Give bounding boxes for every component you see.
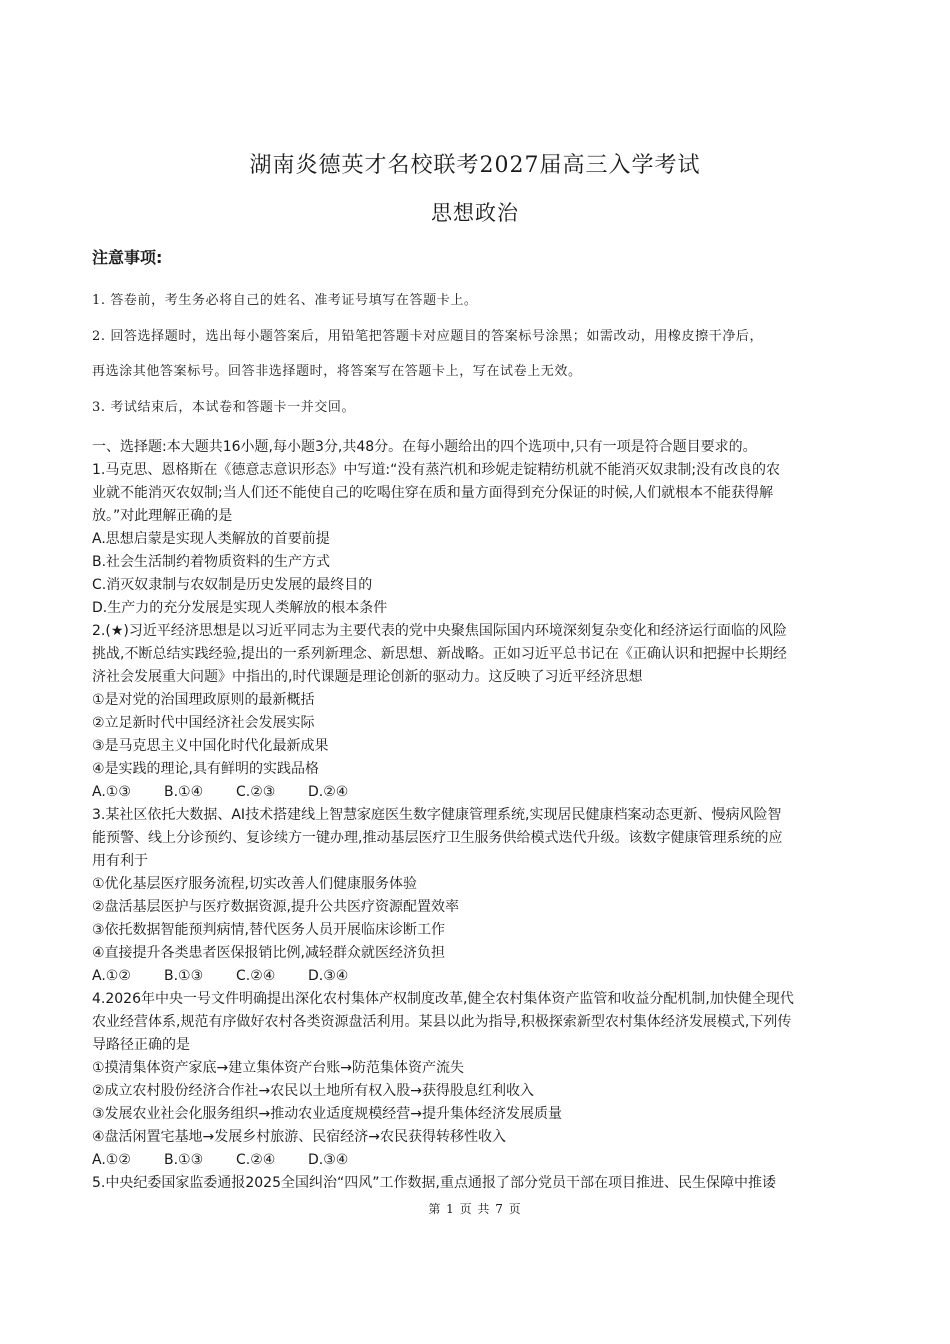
notice-item: 再选涂其他答案标号。回答非选择题时，将答案写在答题卡上，写在试卷上无效。 (92, 364, 582, 379)
statement-item: ②成立农村股份经济合作社→农民以土地所有权入股→获得股息红利收入 (92, 1083, 535, 1099)
notice-item: 3. 考试结束后，本试卷和答题卡一并交回。 (92, 400, 356, 415)
statement-item: ③发展农业社会化服务组织→推动农业适度规模经营→提升集体经济发展质量 (92, 1106, 563, 1122)
choice-a: A.①② (92, 968, 131, 984)
question-text: 导路径正确的是 (92, 1037, 190, 1053)
question-text: 1.马克思、恩格斯在《德意志意识形态》中写道:“没有蒸汽机和珍妮走锭精纺机就不能消灭奴隶制;没有改良的农 (92, 462, 781, 478)
question-text: 能预警、线上分诊预约、复诊续方一键办理,推动基层医疗卫生服务供给模式迭代升级。该数字健康管理系统的应 (92, 830, 783, 846)
choice-c: C.②③ (236, 784, 276, 800)
statement-item: ④盘活闲置宅基地→发展乡村旅游、民宿经济→农民获得转移性收入 (92, 1129, 507, 1145)
statement-item: ④直接提升各类患者医保报销比例,减轻群众就医经济负担 (92, 945, 445, 961)
question-1 (92, 459, 862, 620)
choice-b: B.①④ (164, 784, 204, 800)
section-intro: 一、选择题:本大题共16小题,每小题3分,共48分。在每小题给出的四个选项中,只有一项是符合题目要求的。 (92, 439, 757, 455)
question-3 (92, 804, 862, 988)
statement-item: ④是实践的理论,具有鲜明的实践品格 (92, 761, 320, 777)
option-a: A.思想启蒙是实现人类解放的首要前提 (92, 531, 330, 547)
statement-item: ③依托数据智能预判病情,替代医务人员开展临床诊断工作 (92, 922, 445, 938)
subject-title: 思想政治 (431, 201, 519, 225)
option-b: B.社会生活制约着物质资料的生产方式 (92, 554, 331, 570)
statement-item: ①摸清集体资产家底→建立集体资产台账→防范集体资产流失 (92, 1060, 465, 1076)
option-c: C.消灭奴隶制与农奴制是历史发展的最终目的 (92, 577, 373, 593)
question-text: 2.(★)习近平经济思想是以习近平同志为主要代表的党中央聚焦国际国内环境深刻复杂变化和经济运行面临的风险 (92, 623, 787, 639)
choice-b: B.①③ (164, 1152, 204, 1168)
question-section (92, 436, 862, 1195)
choice-d: D.③④ (308, 1152, 349, 1168)
question-text: 3.某社区依托大数据、AI技术搭建线上智慧家庭医生数字健康管理系统,实现居民健康档案动态更新、慢病风险智 (92, 807, 782, 823)
choice-d: D.③④ (308, 968, 349, 984)
choice-c: C.②④ (236, 1152, 276, 1168)
choice-c: C.②④ (236, 968, 276, 984)
question-5 (92, 1172, 862, 1195)
question-4 (92, 988, 862, 1172)
page-number: 第 1 页 共 7 页 (428, 1202, 522, 1216)
question-2 (92, 620, 862, 804)
choice-d: D.②④ (308, 784, 349, 800)
question-text: 4.2026年中央一号文件明确提出深化农村集体产权制度改革,健全农村集体资产监管和收益分配机制,加快健全现代 (92, 991, 794, 1007)
option-d: D.生产力的充分发展是实现人类解放的根本条件 (92, 600, 388, 616)
statement-item: ②盘活基层医护与医疗数据资源,提升公共医疗资源配置效率 (92, 899, 459, 915)
choice-a: A.①③ (92, 784, 131, 800)
question-text: 业就不能消灭农奴制;当人们还不能使自己的吃喝住穿在质和量方面得到充分保证的时候,人们就根本不能获得解 (92, 485, 774, 501)
answer-choices (92, 781, 862, 804)
notice-item: 2. 回答选择题时，选出每小题答案后，用铅笔把答题卡对应题目的答案标号涂黑；如需改动，用橡皮擦干净后， (92, 329, 764, 344)
question-text: 挑战,不断总结实践经验,提出的一系列新理念、新思想、新战略。正如习近平总书记在《正确认识和把握中长期经 (92, 646, 787, 662)
question-text: 农业经营体系,规范有序做好农村各类资源盘活利用。某县以此为指导,积极探索新型农村集体经济发展模式,下列传 (92, 1014, 792, 1030)
statement-item: ①是对党的治国理政原则的最新概括 (92, 692, 315, 708)
question-text: 5.中央纪委国家监委通报2025全国纠治“四风”工作数据,重点通报了部分党员干部在项目推进、民生保障中推诿 (92, 1175, 776, 1191)
notice-item: 1. 答卷前，考生务必将自己的姓名、准考证号填写在答题卡上。 (92, 293, 478, 308)
answer-choices (92, 1149, 862, 1172)
question-text: 用有利于 (92, 853, 148, 869)
question-text: 济社会发展重大问题》中指出的,时代课题是理论创新的驱动力。这反映了习近平经济思想 (92, 669, 643, 685)
statement-item: ③是马克思主义中国化时代化最新成果 (92, 738, 329, 754)
statement-item: ②立足新时代中国经济社会发展实际 (92, 715, 315, 731)
choice-a: A.①② (92, 1152, 131, 1168)
choice-b: B.①③ (164, 968, 204, 984)
statement-item: ①优化基层医疗服务流程,切实改善人们健康服务体验 (92, 876, 417, 892)
exam-title: 湖南炎德英才名校联考2027届高三入学考试 (249, 153, 701, 178)
notice-heading: 注意事项: (92, 248, 163, 267)
question-text: 放。”对此理解正确的是 (92, 508, 233, 524)
answer-choices (92, 965, 862, 988)
